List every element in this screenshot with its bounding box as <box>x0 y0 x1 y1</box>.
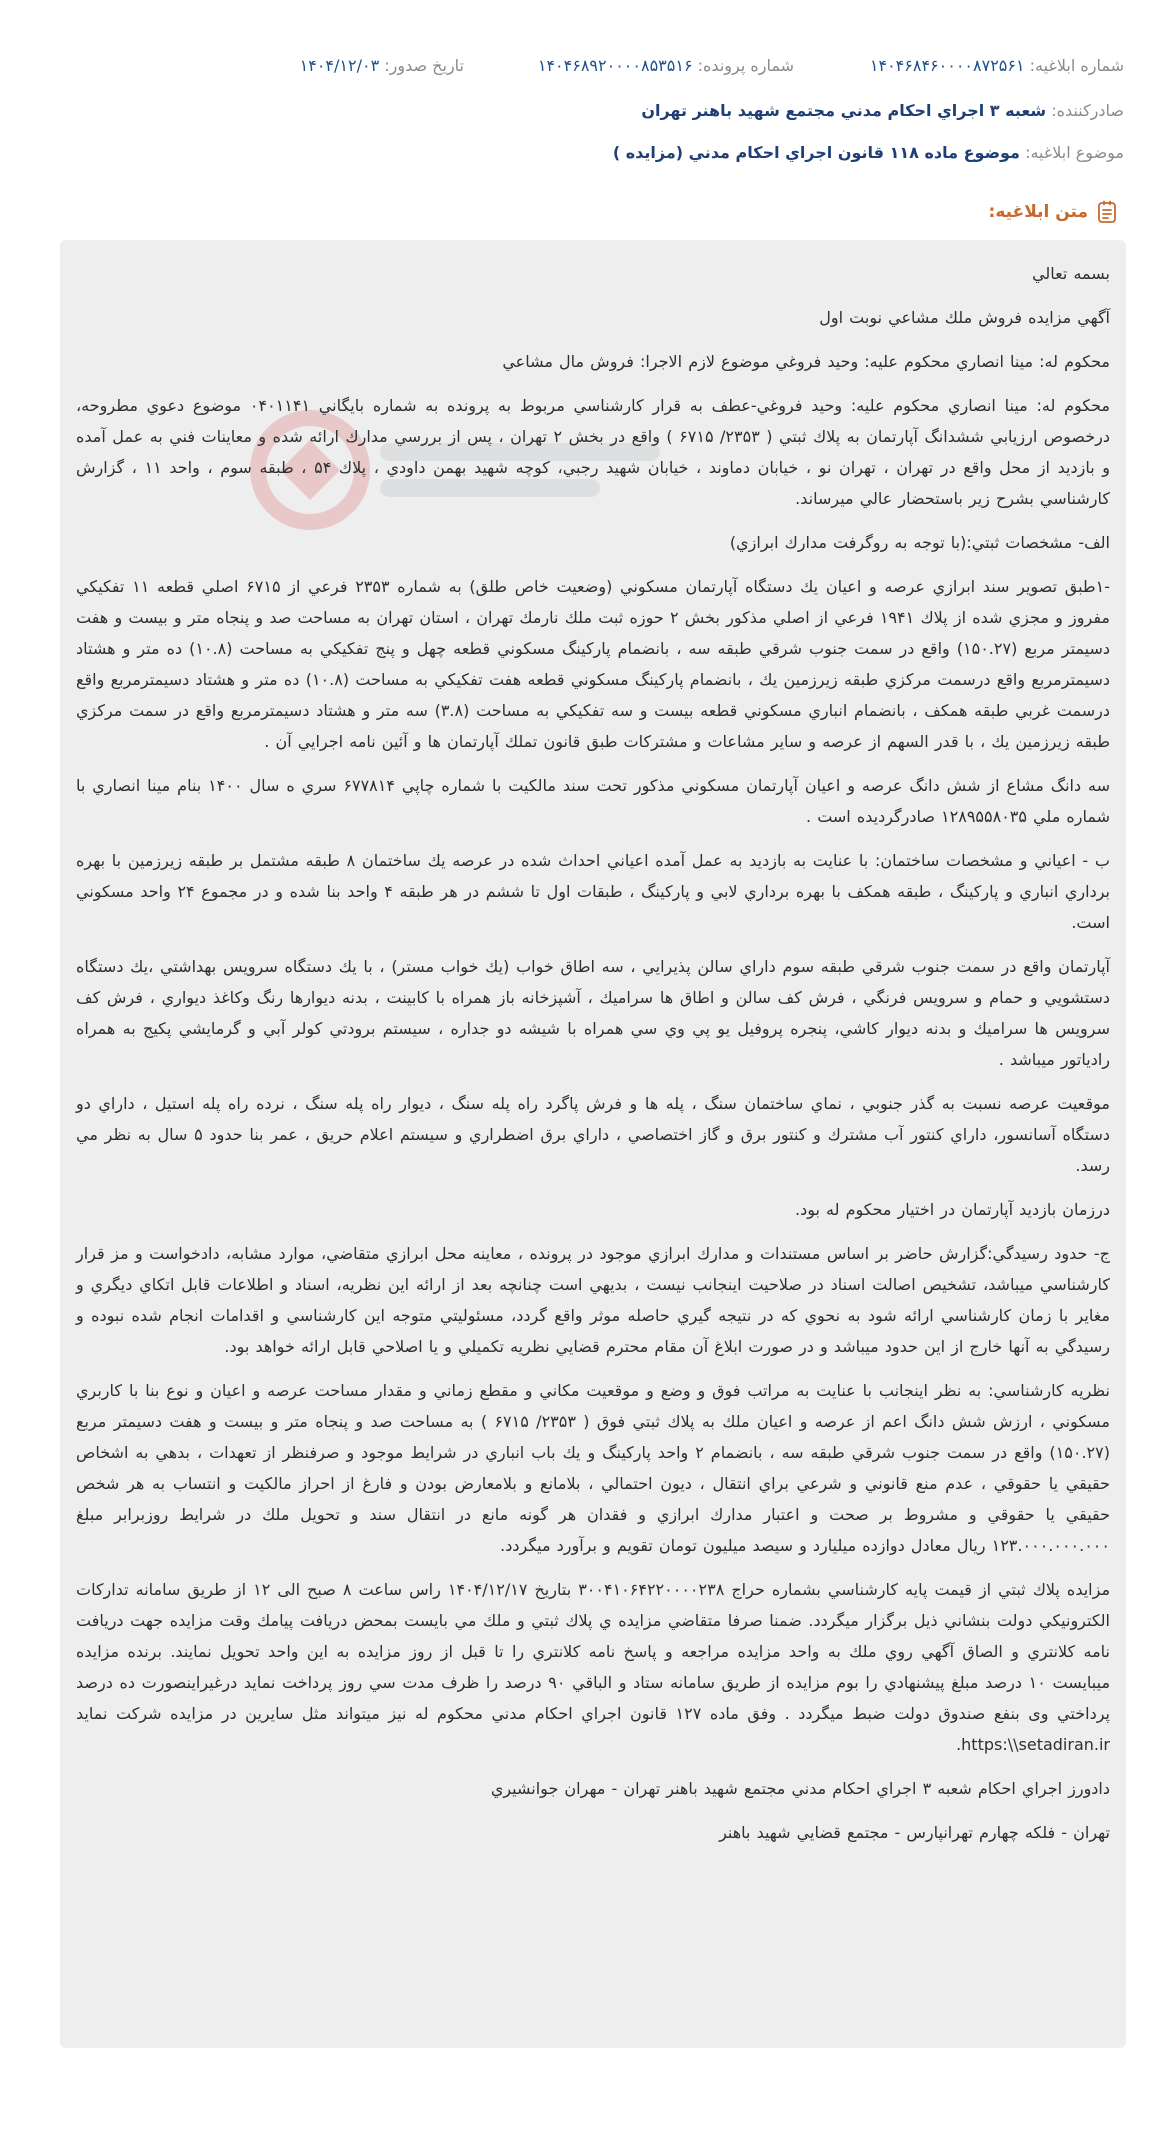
issue-date-label: تاریخ صدور: <box>384 56 464 75</box>
case-number-label: شماره پرونده: <box>697 56 794 75</box>
issuer-row <box>50 99 1124 123</box>
subject-value: موضوع ماده ۱۱۸ قانون اجراي احكام مدني (مزايده ) <box>612 143 1020 162</box>
notice-text-heading <box>989 200 1118 224</box>
notice-meta-row <box>50 54 1124 78</box>
notice-paragraph: -۱طبق تصوير سند ابرازي عرصه و اعيان يك دستگاه آپارتمان مسكوني (وضعيت خاص طلق) به شماره ۲۳۵۳ فرعي از ۶۷۱۵ اصلي قطعه ۱۱ تفكيكي مفروز و مجزي شده از پلاك ۱۹۴۱ فرعي از اصلي مذكور بخش ۲ حوزه ثبت ملك نارمك تهران ، استان تهران به مساحت صد و پنجاه متر و بيست و هفت دسيمتر مربع (۱۵۰.۲۷) واقع در سمت جنوب شرقي طبقه سه ، بانضمام پاركينگ مسكوني قطعه چهل و پنج تفكيكي به مساحت (۱۰.۸) ده متر و هشتاد دسيمترمربع واقع درسمت مركزي طبقه زيرزمين يك ، بانضمام پاركينگ مسكوني قطعه هفت تفكيكي به مساحت (۱۰.۸) ده متر و هشتاد دسيمترمربع واقع درسمت غربي طبقه همكف ، بانضمام انباري مسكوني قطعه بيست و سه تفكيكي به مساحت (۳.۸) سه متر و هشتاد دسيمترمربع واقع در سمت مركزي طبقه زيرزمين يك ، با قدر السهم از عرصه و ساير مشاعات و مشتركات طبق قانون تملك آپارتمان ها و آئين نامه اجرايي آن . <box>76 577 1111 751</box>
notice-paragraph: ج- حدود رسيدگي:گزارش حاضر بر اساس مستندات و مدارك ابرازي موجود در پرونده ، معاينه محل ابرازي متقاضي، موارد مشابه، دادخواست و مز قرار كارشناسي ميباشد، تشخيص اصالت اسناد در صلاحيت اينجانب نيست ، بديهي است چنانچه بعد از ارائه اين نظريه، اسناد و اطلاعات قابل اتكاي ديگري و مغاير با زمان كارشناسي ارائه شود به نحوي كه در نتيجه گيري حاصله موثر واقع گردد، مسئوليتي متوجه اين كارشناسي و اقدامات انجام شده نبوده و رسيدگي به آنها خارج از اين حدود ميباشد و در صورت ابلاغ آن مقام محترم قضايي نظريه تكميلي و يا اصلاحي قابل ارائه خواهد بود. <box>76 1244 1110 1356</box>
issuer-value: شعبه ۳ اجراي احكام مدني مجتمع شهيد باهنر تهران <box>641 101 1047 120</box>
case-number-value: ۱۴۰۴۶۸۹۲۰۰۰۰۸۵۳۵۱۶ <box>537 56 693 75</box>
notice-text-title: متن ابلاغیه: <box>988 202 1088 222</box>
issuer-label: صادرکننده: <box>1051 101 1124 120</box>
notice-paragraph: بسمه تعالي <box>1032 264 1110 283</box>
subject-row <box>50 141 1124 165</box>
notice-number-value: ۱۴۰۴۶۸۴۶۰۰۰۰۸۷۲۵۶۱ <box>869 56 1025 75</box>
notice-paragraph: موقعيت عرصه نسبت به گذر جنوبي ، نماي ساختمان سنگ ، پله ها و فرش پاگرد راه پله سنگ ، ديوار راه پله سنگ ، نرده راه پله استيل ، داراي دو دستگاه آسانسور، داراي كنتور آب مشترك و كنتور برق و گاز اختصاصي ، داراي برق اضطراري و سيستم اعلام حريق ، عمر بنا حدود ۵ سال به نظر مي رسد. <box>76 1094 1110 1175</box>
notice-number-label: شماره ابلاغیه: <box>1029 56 1124 75</box>
notice-paragraph: ب - اعياني و مشخصات ساختمان: با عنايت به بازديد به عمل آمده اعياني احداث شده در عرصه يك ساختمان ۸ طبقه مشتمل بر طبقه زيرزمين با بهره برداري انباري و پاركينگ ، طبقه همكف با بهره برداري لابي و پاركينگ ، طبقات اول تا ششم در هر طبقه ۴ واحد بنا شده و در مجموع ۲۴ واحد مسكوني است. <box>76 851 1110 932</box>
notice-paragraph: محكوم له: مينا انصاري محكوم عليه: وحيد فروغي-عطف به قرار كارشناسي مربوط به پرونده به شماره بايگاني ۰۴۰۱۱۴۱ موضوع دعوي مطروحه، درخصوص ارزيابي ششدانگ آپارتمان به پلاك ثبتي ( ۲۳۵۳/ ۶۷۱۵ ) واقع در بخش ۲ تهران ، پس از بررسي مدارك ارائه شده و معاينات فني به عمل آمده و بازديد از محل واقع در تهران ، تهران نو ، خيابان دماوند ، خيابان شهيد رجبي، كوچه شهيد بهمن داودي ، پلاك ۵۴ ، طبقه سوم ، واحد ۱۱ ، گزارش كارشناسي بشرح زير باستحضار عالي ميرساند. <box>76 396 1110 508</box>
issue-date <box>134 54 464 78</box>
notice-paragraph: دادورز اجراي احكام شعبه ۳ اجراي احكام مدني مجتمع شهيد باهنر تهران - مهران جوانشيري <box>490 1779 1110 1798</box>
notice-paragraph: نظريه كارشناسي: به نظر اينجانب با عنايت به مراتب فوق و وضع و موقعيت مكاني و مقطع زماني و مقدار مساحت عرصه و اعيان و نوع بنا با كاربري مسكوني ، ارزش شش دانگ اعم از عرصه و اعيان ملك به پلاك ثبتي فوق ( ۲۳۵۳/ ۶۷۱۵ ) به مساحت صد و پنجاه متر و بيست و هفت دسيمتر مربع (۱۵۰.۲۷) واقع در سمت جنوب شرقي طبقه سه ، بانضمام ۲ واحد پاركينگ و يك باب انباري در شرايط موجود و صرفنظر از تعهدات ، بدهي به اشخاص حقيقي يا حقوقي ، عدم منع قانوني و شرعي براي انتقال ، ديون احتمالي ، بلامانع و بلامعارض بودن و فارغ از احراز مالكيت و انتساب به هر شخص حقيقي يا حقوقي و مشروط بر صحت و اعتبار مدارك ابرازي و فقدان هر گونه مانع در انتقال سند و تحويل ملك در شرايط روزبرابر مبلغ ۱۲۳.۰۰۰.۰۰۰.۰۰۰ ريال معادل دوازده ميليارد و سيصد ميليون تومان تقويم و برآورد ميگردد. <box>76 1381 1110 1555</box>
notice-number <box>794 54 1124 78</box>
notice-paragraph: آگهي مزايده فروش ملك مشاعي نوبت اول <box>819 308 1110 327</box>
notice-paragraph: مزايده پلاك ثبتي از قيمت پايه كارشناسي بشماره حراج ۳۰۰۴۱۰۶۴۲۲۰۰۰۰۲۳۸ بتاريخ ۱۴۰۴/۱۲/۱۷ راس ساعت ۸ صبح الی ۱۲ از طريق سامانه تداركات الكترونيكي دولت بنشاني ذيل برگزار ميگردد. ضمنا صرفا متقاضي مزايده ي پلاك ثبتي و ملك مي بايست بمحض دريافت پيامك وقت مزايده جهت دريافت نامه كلانتري و الصاق آگهي روي ملك به واحد مزايده مراجعه و پاسخ نامه كلانتري را تا قبل از روز مزايده به اين واحد تحويل نمايند. برنده مزايده ميبايست ۱۰ درصد مبلغ پيشنهادي را بوم مزايده از طريق سامانه ستاد و الباقي ۹۰ درصد را ظرف مدت سي روز پرداخت نمايد درغيراينصورت ده درصد پرداختي وی بنفع صندوق دولت ضبط ميگردد . وفق ماده ۱۲۷ قانون اجراي احكام مدني محكوم له نيز ميتواند مثل سايرين در مزايده شركت نمايد https:\\setadiran.ir. <box>76 1580 1111 1754</box>
subject-label: موضوع ابلاغیه: <box>1025 143 1124 162</box>
case-number <box>464 54 794 78</box>
notice-paragraph: تهران - فلكه چهارم تهرانپارس - مجتمع قضايي شهيد باهنر <box>719 1823 1110 1842</box>
notice-paragraph: درزمان بازديد آپارتمان در اختيار محكوم له بود. <box>795 1200 1110 1219</box>
notice-paragraph: الف- مشخصات ثبتي:(با توجه به روگرفت مدارك ابرازي) <box>729 533 1110 552</box>
notice-paragraph: آپارتمان واقع در سمت جنوب شرقي طبقه سوم داراي سالن پذيرايي ، سه اطاق خواب (يك خواب مستر) ، با يك دستگاه سرويس بهداشتي ،يك دستگاه دستشويي و حمام و سرويس فرنگي ، فرش كف سالن و اطاق ها سراميك ، آشپزخانه باز همراه با كابينت ، بدنه ديوارها رنگ وكاغذ ديواري ، فرش كف سرويس ها سراميك و بدنه ديوار كاشي، پنجره پروفيل يو پي وي سي همراه با شيشه دو جداره ، سيستم برودتي كولر آبي و گرمايشي پكيج به همراه رادياتور ميباشد . <box>76 957 1110 1069</box>
notice-paragraph: محكوم له: مينا انصاري محكوم عليه: وحيد فروغي موضوع لازم الاجرا: فروش مال مشاعي <box>502 352 1110 371</box>
notice-paragraph: سه دانگ مشاع از شش دانگ عرصه و اعيان آپارتمان مسكوني مذكور تحت سند مالكيت با شماره چاپي ۶۷۷۸۱۴ سري ه سال ۱۴۰۰ بنام مينا انصاري با شماره ملي ۱۲۸۹۵۵۸۰۳۵ صادرگرديده است . <box>76 776 1111 826</box>
document-text-icon <box>1096 200 1118 224</box>
notice-paragraphs <box>76 258 1110 1848</box>
notice-body <box>60 240 1126 2048</box>
issue-date-value: ۱۴۰۴/۱۲/۰۳ <box>299 56 380 75</box>
